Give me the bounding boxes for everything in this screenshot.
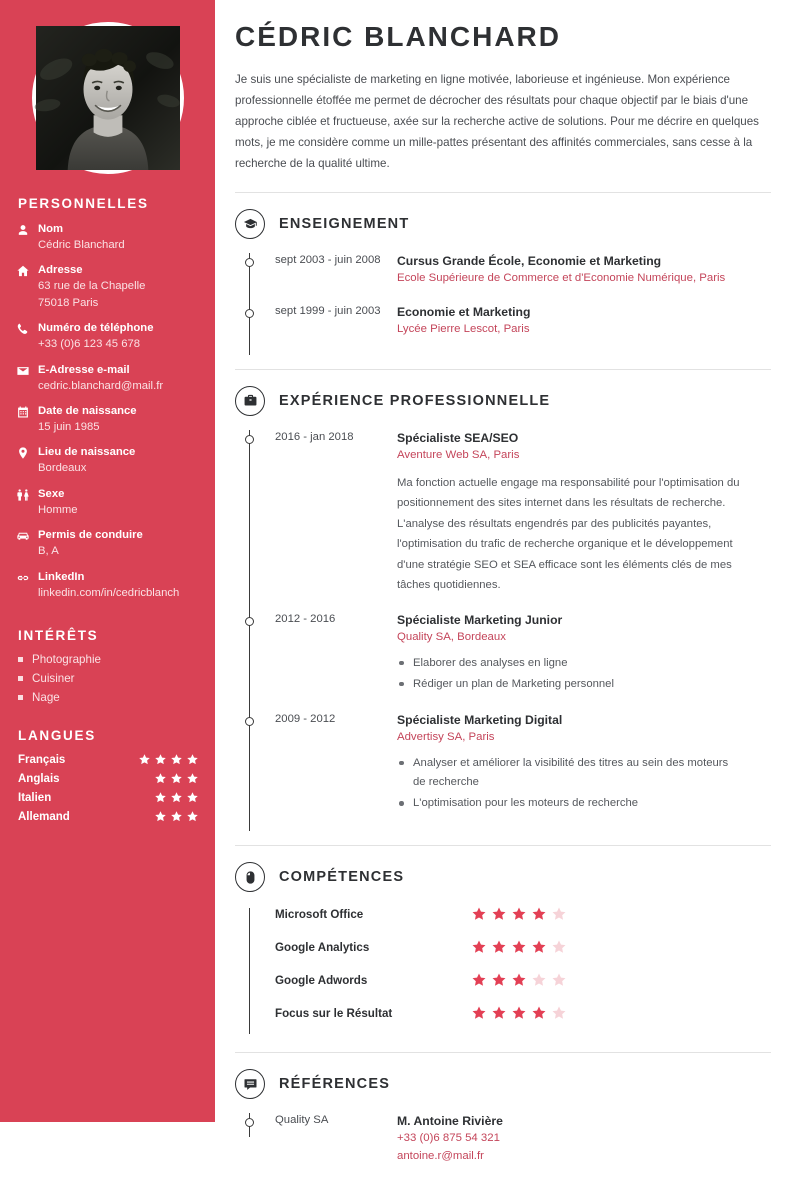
references-timeline bbox=[235, 1113, 771, 1181]
avatar-container bbox=[0, 0, 215, 190]
link-icon bbox=[16, 571, 30, 585]
divider bbox=[235, 845, 771, 846]
section-skills bbox=[235, 862, 771, 1038]
entry-title: Economie et Marketing bbox=[397, 305, 531, 320]
star-icon bbox=[471, 1005, 487, 1021]
entry-date: 2016 - jan 2018 bbox=[275, 430, 354, 443]
personal-item-value: Homme bbox=[38, 503, 78, 516]
personal-item-label: Nom bbox=[38, 223, 64, 235]
star-icon bbox=[511, 972, 527, 988]
star-icon bbox=[531, 939, 547, 955]
entry-date: 2012 - 2016 bbox=[275, 612, 336, 625]
skill-name: Microsoft Office bbox=[275, 907, 364, 921]
language-row bbox=[0, 810, 215, 829]
language-stars bbox=[154, 791, 199, 804]
calendar-icon bbox=[16, 405, 30, 419]
entry-title: Spécialiste Marketing Digital bbox=[397, 712, 563, 727]
personal-item-value: linkedin.com/in/cedricblanch bbox=[38, 586, 180, 599]
phone-icon bbox=[16, 322, 30, 336]
timeline-line bbox=[249, 430, 250, 832]
skill-name: Focus sur le Résultat bbox=[275, 1006, 393, 1020]
interest-label: Nage bbox=[32, 691, 60, 705]
personal-item-text bbox=[38, 362, 201, 394]
personal-item-text bbox=[38, 221, 201, 253]
star-icon bbox=[491, 1005, 507, 1021]
link-icon bbox=[16, 569, 38, 585]
star-icon bbox=[551, 1005, 567, 1021]
gender-icon bbox=[16, 488, 30, 502]
references-header bbox=[235, 1069, 771, 1099]
personal-item-text bbox=[38, 569, 201, 601]
timeline-marker bbox=[245, 258, 254, 267]
star-icon bbox=[471, 939, 487, 955]
interest-label: Cuisiner bbox=[32, 672, 75, 686]
skills-rule bbox=[249, 908, 250, 1034]
personal-item bbox=[0, 569, 215, 610]
languages-heading: LANGUES bbox=[18, 728, 96, 744]
star-icon bbox=[138, 753, 151, 766]
references-heading: RÉFÉRENCES bbox=[279, 1076, 391, 1093]
entry-subtitle: Quality SA, Bordeaux bbox=[397, 630, 506, 643]
star-icon bbox=[170, 753, 183, 766]
timeline-entry bbox=[253, 253, 771, 304]
interests-list bbox=[0, 653, 215, 710]
section-interests bbox=[0, 628, 215, 710]
entry-date: sept 2003 - juin 2008 bbox=[275, 254, 381, 267]
language-stars bbox=[154, 810, 199, 823]
personal-item bbox=[0, 527, 215, 568]
entry-subtitle: Lycée Pierre Lescot, Paris bbox=[397, 323, 530, 336]
section-references bbox=[235, 1069, 771, 1181]
reference-name: M. Antoine Rivière bbox=[397, 1114, 503, 1129]
education-heading: ENSEIGNEMENT bbox=[279, 216, 410, 233]
star-icon bbox=[491, 939, 507, 955]
star-icon bbox=[511, 906, 527, 922]
bullet-icon bbox=[18, 657, 23, 662]
education-timeline bbox=[235, 253, 771, 355]
entry-body bbox=[397, 253, 771, 288]
entry-date: Quality SA bbox=[275, 1114, 329, 1127]
entry-title: Spécialiste Marketing Junior bbox=[397, 612, 563, 627]
map-pin-icon bbox=[16, 446, 30, 460]
personal-item-label: Adresse bbox=[38, 264, 83, 277]
skills-heading: COMPÉTENCES bbox=[279, 869, 405, 886]
star-icon bbox=[186, 772, 199, 785]
star-icon bbox=[531, 1005, 547, 1021]
personal-item-text bbox=[38, 403, 201, 435]
language-stars bbox=[154, 772, 199, 785]
skill-row bbox=[253, 906, 771, 939]
section-education bbox=[235, 209, 771, 355]
entry-subtitle: Advertisy SA, Paris bbox=[397, 731, 495, 744]
star-icon bbox=[511, 1005, 527, 1021]
star-icon bbox=[186, 791, 199, 804]
personal-item-text bbox=[38, 262, 201, 311]
entry-body bbox=[397, 430, 771, 596]
skill-stars bbox=[471, 1005, 567, 1021]
personal-item-label: Date de naissance bbox=[38, 405, 137, 417]
car-icon bbox=[16, 527, 38, 543]
language-row bbox=[0, 772, 215, 791]
timeline-entry bbox=[253, 1113, 771, 1181]
entry-date: 2009 - 2012 bbox=[275, 712, 336, 725]
star-icon bbox=[551, 906, 567, 922]
star-icon bbox=[531, 972, 547, 988]
personal-item-label: Lieu de naissance bbox=[38, 446, 136, 459]
reference-phone: +33 (0)6 875 54 321 bbox=[397, 1132, 500, 1145]
calendar-icon bbox=[16, 403, 38, 419]
skills-list bbox=[253, 906, 771, 1038]
timeline-entry bbox=[253, 430, 771, 612]
star-icon bbox=[154, 810, 167, 823]
personal-item bbox=[0, 221, 215, 262]
star-icon bbox=[551, 939, 567, 955]
timeline-marker bbox=[245, 1118, 254, 1127]
timeline-marker bbox=[245, 617, 254, 626]
personal-item bbox=[0, 486, 215, 527]
personal-item bbox=[0, 320, 215, 361]
star-icon bbox=[170, 810, 183, 823]
personal-item-value: 15 juin 1985 bbox=[38, 421, 100, 434]
skill-row bbox=[253, 939, 771, 972]
language-row bbox=[0, 753, 215, 772]
entry-body bbox=[397, 304, 771, 339]
star-icon bbox=[186, 753, 199, 766]
language-stars bbox=[138, 753, 199, 766]
sidebar bbox=[0, 0, 215, 1122]
main-content bbox=[215, 0, 793, 1163]
entry-subtitle: Aventure Web SA, Paris bbox=[397, 448, 520, 461]
gender-icon bbox=[16, 486, 38, 502]
personal-item-text bbox=[38, 444, 201, 476]
personal-item-text bbox=[38, 486, 201, 518]
star-icon bbox=[491, 906, 507, 922]
skills-header bbox=[235, 862, 771, 892]
language-name: Anglais bbox=[18, 772, 60, 785]
interest-item bbox=[0, 672, 215, 691]
personal-item-value: 75018 Paris bbox=[38, 296, 99, 309]
entry-bullet-item: Analyser et améliorer la visibilité des titres au sein des moteurs de recherche bbox=[397, 754, 771, 792]
reference-email: antoine.r@mail.fr bbox=[397, 1150, 484, 1163]
phone-icon bbox=[16, 320, 38, 336]
experience-heading: EXPÉRIENCE PROFESSIONNELLE bbox=[279, 392, 551, 409]
experience-timeline bbox=[235, 430, 771, 832]
interests-heading: INTÉRÊTS bbox=[18, 628, 99, 644]
entry-bullet-item: Rédiger un plan de Marketing personnel bbox=[397, 675, 771, 694]
section-personal bbox=[0, 196, 215, 610]
personal-heading: PERSONNELLES bbox=[18, 196, 149, 211]
interest-item bbox=[0, 653, 215, 672]
star-icon bbox=[186, 810, 199, 823]
personal-item bbox=[0, 444, 215, 485]
portrait-photo-icon bbox=[36, 26, 180, 170]
timeline-marker bbox=[245, 435, 254, 444]
star-icon bbox=[154, 791, 167, 804]
interest-item bbox=[0, 691, 215, 710]
star-icon bbox=[531, 906, 547, 922]
entry-subtitle: Ecole Supérieure de Commerce et d'Economie Numérique, Paris bbox=[397, 272, 726, 285]
star-icon bbox=[170, 772, 183, 785]
person-icon bbox=[16, 221, 38, 237]
education-header bbox=[235, 209, 771, 239]
envelope-icon bbox=[16, 364, 30, 378]
entry-body bbox=[397, 1113, 771, 1165]
timeline-entry bbox=[253, 612, 771, 712]
personal-item-text bbox=[38, 527, 201, 559]
timeline-line bbox=[249, 253, 250, 355]
entry-bullet-item: Elaborer des analyses en ligne bbox=[397, 654, 771, 673]
personal-item-value: +33 (0)6 123 45 678 bbox=[38, 338, 141, 351]
divider bbox=[235, 1052, 771, 1053]
graduation-cap-icon bbox=[235, 209, 265, 239]
entry-title: Cursus Grande École, Economie et Marketing bbox=[397, 254, 662, 269]
entry-body bbox=[397, 712, 771, 815]
experience-header bbox=[235, 386, 771, 416]
entry-bullets bbox=[397, 654, 771, 694]
star-icon bbox=[511, 939, 527, 955]
bullet-icon bbox=[18, 676, 23, 681]
language-row bbox=[0, 791, 215, 810]
star-icon bbox=[471, 906, 487, 922]
person-icon bbox=[16, 223, 30, 237]
skill-name: Google Adwords bbox=[275, 973, 368, 987]
bullet-icon bbox=[18, 695, 23, 700]
star-icon bbox=[471, 972, 487, 988]
personal-item-value: cedric.blanchard@mail.fr bbox=[38, 379, 164, 392]
language-name: Italien bbox=[18, 791, 52, 804]
star-icon bbox=[491, 972, 507, 988]
personal-item-label: E-Adresse e-mail bbox=[38, 363, 130, 376]
entry-title: Spécialiste SEA/SEO bbox=[397, 430, 519, 445]
divider bbox=[235, 192, 771, 193]
entry-description: Ma fonction actuelle engage ma responsabilité pour l'optimisation du positionnement des sites internet dans les résultats de recherche. L'analyse des résultats engendrés par des publicités payantes, l'optimisation du trafic de recherche organique et le développement d'une stratégie SEO et SEA efficace sont les éléments clés de mes tâches quotidiennes. bbox=[397, 476, 740, 592]
language-name: Français bbox=[18, 753, 66, 766]
personal-item-label: Numéro de téléphone bbox=[38, 322, 154, 335]
speech-bubble-icon bbox=[235, 1069, 265, 1099]
home-icon bbox=[16, 264, 30, 278]
skill-stars bbox=[471, 939, 567, 955]
timeline-marker bbox=[245, 309, 254, 318]
personal-item-value: B, A bbox=[38, 545, 59, 558]
skill-stars bbox=[471, 972, 567, 988]
personal-list bbox=[0, 221, 215, 610]
timeline-marker bbox=[245, 717, 254, 726]
timeline-entry bbox=[253, 304, 771, 355]
experience-list bbox=[253, 430, 771, 832]
section-experience bbox=[235, 386, 771, 832]
education-list bbox=[253, 253, 771, 355]
skill-row bbox=[253, 1005, 771, 1038]
mouse-icon bbox=[235, 862, 265, 892]
personal-item bbox=[0, 403, 215, 444]
divider bbox=[235, 369, 771, 370]
map-pin-icon bbox=[16, 444, 38, 460]
star-icon bbox=[551, 972, 567, 988]
envelope-icon bbox=[16, 362, 38, 378]
page-title: CÉDRIC BLANCHARD bbox=[235, 21, 561, 52]
entry-bullet-item: L'optimisation pour les moteurs de recherche bbox=[397, 794, 771, 813]
personal-item-label: Permis de conduire bbox=[38, 529, 143, 542]
entry-bullets bbox=[397, 754, 771, 814]
languages-list bbox=[0, 753, 215, 829]
skills-list-wrap bbox=[235, 906, 771, 1038]
skill-stars bbox=[471, 906, 567, 922]
entry-body bbox=[397, 612, 771, 696]
references-list bbox=[253, 1113, 771, 1181]
star-icon bbox=[154, 772, 167, 785]
star-icon bbox=[154, 753, 167, 766]
personal-item-label: Sexe bbox=[38, 487, 65, 500]
personal-item-value: Cédric Blanchard bbox=[38, 239, 125, 252]
skill-name: Google Analytics bbox=[275, 940, 370, 954]
entry-date: sept 1999 - juin 2003 bbox=[275, 305, 381, 318]
personal-item-value: Bordeaux bbox=[38, 462, 87, 475]
interest-label: Photographie bbox=[32, 653, 101, 667]
personal-item-label: LinkedIn bbox=[38, 570, 85, 583]
personal-item bbox=[0, 262, 215, 320]
personal-item-text bbox=[38, 320, 201, 352]
section-languages bbox=[0, 728, 215, 829]
car-icon bbox=[16, 529, 30, 543]
home-icon bbox=[16, 262, 38, 278]
profile-summary: Je suis une spécialiste de marketing en ligne motivée, laborieuse et ingénieuse. Mon expérience professionnelle étoffée me permet de décrocher des résultats pour chaque objectif par le biais d'une approche ciblée et fructueuse, axée sur la recherche active de solutions. Pour me décrire en quelques mots, je me considère comme un mille-pattes présentant des affinités commerciales, sans cesse à la recherche de la qualité ultime. bbox=[235, 72, 759, 171]
star-icon bbox=[170, 791, 183, 804]
personal-item-value: 63 rue de la Chapelle bbox=[38, 280, 146, 293]
personal-item bbox=[0, 362, 215, 403]
language-name: Allemand bbox=[18, 810, 70, 823]
timeline-entry bbox=[253, 712, 771, 831]
skill-row bbox=[253, 972, 771, 1005]
avatar bbox=[32, 22, 184, 174]
briefcase-icon bbox=[235, 386, 265, 416]
